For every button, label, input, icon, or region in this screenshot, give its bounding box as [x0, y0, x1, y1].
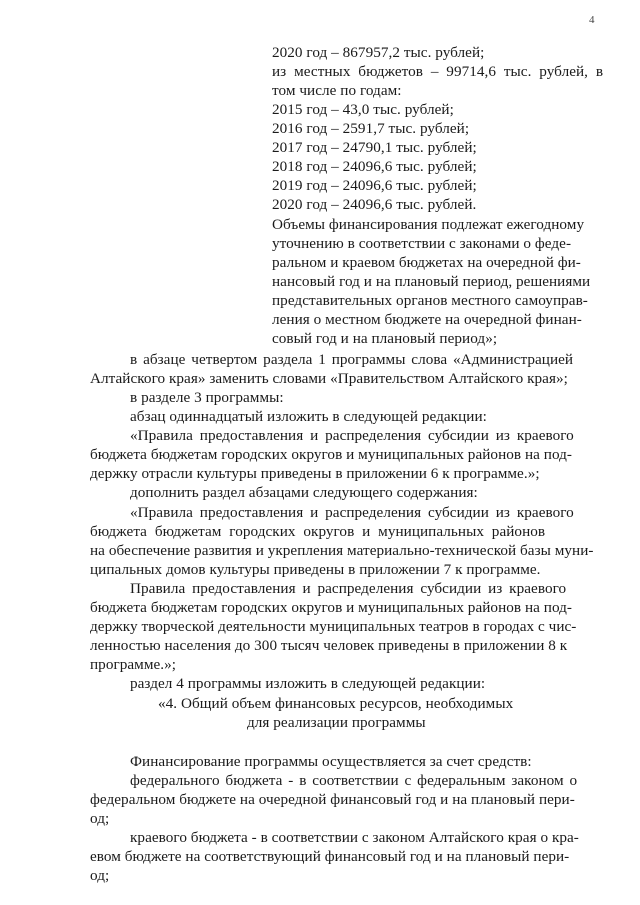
text-line: совый год и на плановый период»; [272, 330, 498, 347]
text-line: ципальных домов культуры приведены в приложении 7 к программе. [90, 561, 541, 578]
text-line: федеральном бюджете на очередной финансовый год и на плановый пери- [90, 791, 575, 808]
text-line: «Правила предоставления и распределения субсидии из краевого [130, 504, 574, 521]
text-line: краевого бюджета - в соответствии с законом Алтайского края о кра- [130, 829, 579, 846]
text-line: в абзаце четвертом раздела 1 программы слова «Администрацией [130, 351, 574, 368]
text-line: ления о местном бюджете на очередной финан- [272, 311, 582, 328]
text-line: 2019 год – 24096,6 тыс. рублей; [272, 177, 477, 194]
page-number: 4 [589, 14, 595, 26]
text-line: ленностью населения до 300 тысяч человек приведены в приложении 8 к [90, 637, 568, 654]
text-line: нансовый год и на плановый период, решениями [272, 273, 591, 290]
text-line: в разделе 3 программы: [130, 389, 284, 406]
text-line: бюджета бюджетам городских округов и муниципальных районов на под- [90, 446, 573, 463]
text-line: держку творческой деятельности муниципальных театров в городах с чис- [90, 618, 577, 635]
text-line: 2015 год – 43,0 тыс. рублей; [272, 101, 454, 118]
text-line: Финансирование программы осуществляется за счет средств: [130, 753, 532, 770]
text-line: на обеспечение развития и укрепления материально-технической базы муни- [90, 542, 594, 559]
text-line: евом бюджете на соответствующий финансовый год и на плановый пери- [90, 848, 570, 865]
text-line: уточнению в соответствии с законами о феде- [272, 235, 572, 252]
text-line: из местных бюджетов – 99714,6 тыс. рублей, в [272, 63, 604, 80]
text-line: 2018 год – 24096,6 тыс. рублей; [272, 158, 477, 175]
text-line: ральном и краевом бюджетах на очередной фи- [272, 254, 581, 271]
text-line: 2020 год – 867957,2 тыс. рублей; [272, 44, 485, 61]
section-heading: для реализации программы [247, 714, 426, 731]
text-line: 2016 год – 2591,7 тыс. рублей; [272, 120, 470, 137]
text-line: од; [90, 867, 110, 884]
text-line: представительных органов местного самоуправ- [272, 292, 588, 309]
text-line: раздел 4 программы изложить в следующей редакции: [130, 675, 486, 692]
text-line: Объемы финансирования подлежат ежегодному [272, 216, 585, 233]
text-line: Алтайского края» заменить словами «Правительством Алтайского края»; [90, 370, 568, 387]
text-line: абзац одиннадцатый изложить в следующей редакции: [130, 408, 487, 425]
text-line: том числе по годам: [272, 82, 402, 99]
text-line: держку отрасли культуры приведены в приложении 6 к программе.»; [90, 465, 540, 482]
text-line: «Правила предоставления и распределения субсидии из краевого [130, 427, 574, 444]
text-line: 2020 год – 24096,6 тыс. рублей. [272, 196, 477, 213]
text-line: дополнить раздел абзацами следующего содержания: [130, 484, 478, 501]
text-line: бюджета бюджетам городских округов и муниципальных районов [90, 523, 546, 540]
text-line: 2017 год – 24790,1 тыс. рублей; [272, 139, 477, 156]
text-line: бюджета бюджетам городских округов и муниципальных районов на под- [90, 599, 573, 616]
section-heading: «4. Общий объем финансовых ресурсов, необходимых [158, 695, 514, 712]
text-line: Правила предоставления и распределения субсидии из краевого [130, 580, 567, 597]
text-line: од; [90, 810, 110, 827]
text-line: федерального бюджета - в соответствии с федеральным законом о [130, 772, 578, 789]
text-line: программе.»; [90, 656, 177, 673]
